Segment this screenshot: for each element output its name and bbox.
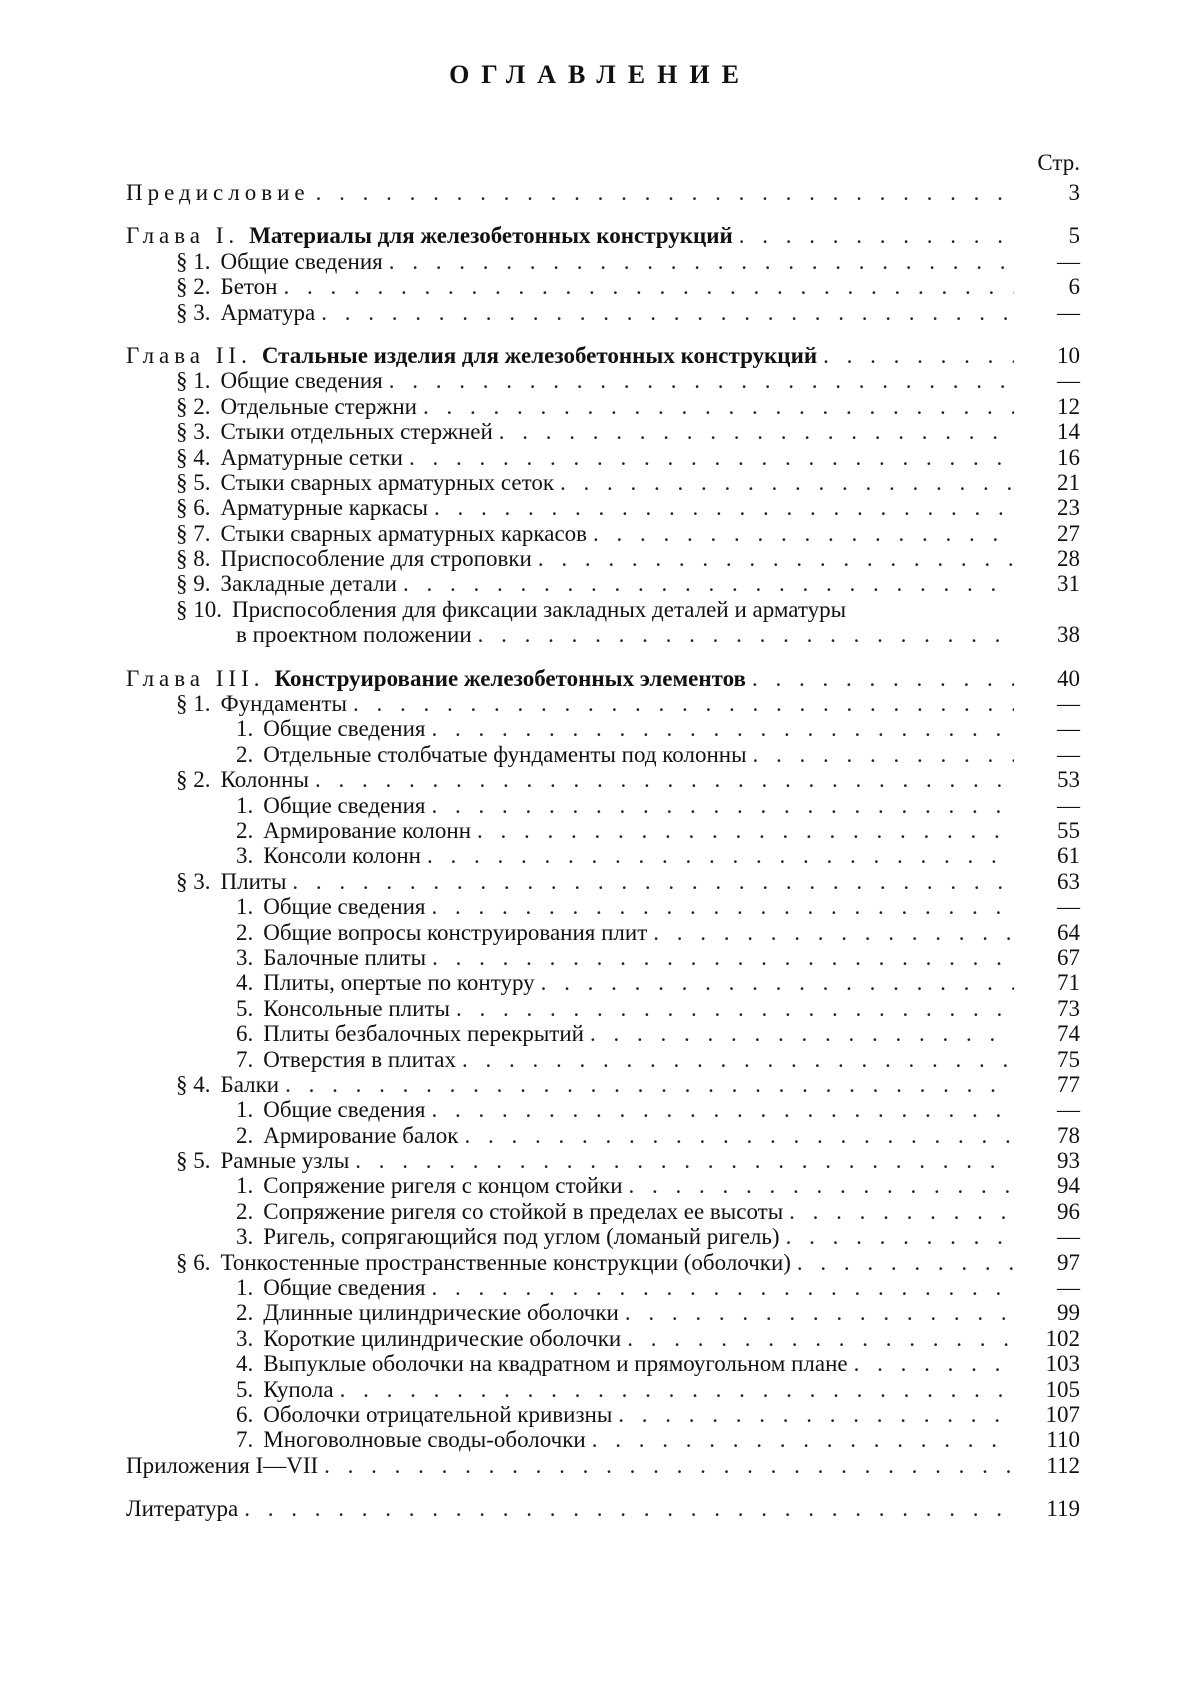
toc-entry-number: 1. xyxy=(236,1097,254,1123)
toc-entry-page: 27 xyxy=(1057,520,1080,546)
dot-leader xyxy=(625,1300,1014,1325)
dot-leader xyxy=(353,691,1014,716)
toc-entry-page: — xyxy=(1057,368,1080,394)
toc-entry[interactable] xyxy=(0,419,1200,444)
dot-leader xyxy=(753,742,1014,767)
toc-entry-title: Стыки отдельных стержней xyxy=(220,419,493,445)
toc-entry-number: § 5. xyxy=(176,1148,211,1174)
toc-entry-number: 1. xyxy=(236,716,254,742)
toc-entry-title: Материалы для железобетонных конструкций xyxy=(249,223,733,249)
toc-entry-page: 64 xyxy=(1057,919,1080,945)
toc-entry-title: Оболочки отрицательной кривизны xyxy=(263,1401,613,1427)
toc-entry-page: 119 xyxy=(1046,1496,1080,1522)
toc-entry[interactable] xyxy=(0,546,1200,571)
toc-entry-title: в проектном положении xyxy=(236,622,472,648)
toc-entry-number: Приложения I—VII xyxy=(126,1452,319,1478)
toc-entry-number: 3. xyxy=(236,843,254,869)
toc-entry[interactable] xyxy=(0,793,1200,818)
toc-entry-title: Фундаменты xyxy=(220,691,347,717)
dot-leader xyxy=(315,767,1014,792)
toc-entry-number: § 1. xyxy=(176,248,211,274)
toc-entry[interactable] xyxy=(0,521,1200,546)
toc-entry-number: 7. xyxy=(236,1046,254,1072)
dot-leader xyxy=(592,1427,1014,1452)
toc-entry-number: Глава III. xyxy=(126,665,265,691)
toc-entry-number: 2. xyxy=(236,919,254,945)
toc-entry-title: Общие вопросы конструирования плит xyxy=(263,919,648,945)
toc-entry-page: 38 xyxy=(1057,622,1080,648)
dot-leader xyxy=(389,368,1014,393)
dot-leader xyxy=(434,495,1014,520)
toc-entry-title: Приспособления для фиксации закладных деталей и арматуры xyxy=(232,596,847,622)
toc-entry-title: Стыки сварных арматурных каркасов xyxy=(220,520,588,546)
toc-entry[interactable] xyxy=(0,1224,1200,1249)
toc-entry-title: Общие сведения xyxy=(263,1097,426,1123)
toc-entry-title: Общие сведения xyxy=(263,792,426,818)
dot-leader xyxy=(321,300,1014,325)
toc-entry-number: § 10. xyxy=(176,596,222,622)
toc-entry-title: Сопряжение ригеля со стойкой в пределах ее высоты xyxy=(263,1198,784,1224)
toc-entry[interactable] xyxy=(0,223,1200,248)
toc-entry-title: Конструирование железобетонных элементов xyxy=(274,665,746,691)
toc-entry-number: § 2. xyxy=(176,767,211,793)
toc-entry[interactable] xyxy=(0,1402,1200,1427)
toc-entry-number: 6. xyxy=(236,1021,254,1047)
toc-entry-number: § 1. xyxy=(176,368,211,394)
dot-leader xyxy=(432,716,1015,741)
dot-leader xyxy=(560,470,1014,495)
toc-entry-page: 10 xyxy=(1057,342,1080,368)
toc-entry-number: § 5. xyxy=(176,469,211,495)
toc-entry-title: Арматурные сетки xyxy=(220,444,403,470)
toc-entry-page: 63 xyxy=(1057,868,1080,894)
dot-leader xyxy=(427,843,1014,868)
toc-entry-title: Общие сведения xyxy=(263,894,426,920)
toc-entry-title: Арматурные каркасы xyxy=(220,495,428,521)
toc-entry-number: § 1. xyxy=(176,691,211,717)
dot-leader xyxy=(786,1224,1014,1249)
toc-entry[interactable] xyxy=(0,996,1200,1021)
toc-entry-page: 23 xyxy=(1057,495,1080,521)
toc-entry-title: Армирование балок xyxy=(263,1122,459,1148)
toc-entry-number: Предисловие xyxy=(126,180,310,205)
toc-entry-page: — xyxy=(1057,691,1080,717)
toc-entry[interactable] xyxy=(0,343,1200,368)
toc-entry-page: 99 xyxy=(1057,1300,1080,1326)
toc-entry[interactable] xyxy=(0,691,1200,716)
toc-entry-title: Ригель, сопрягающийся под углом (ломаный ригель) xyxy=(263,1224,780,1250)
toc-entry-title: Общие сведения xyxy=(220,368,383,394)
toc-entry-page: 93 xyxy=(1057,1148,1080,1174)
toc-entry-page: 105 xyxy=(1045,1376,1080,1402)
toc-entry-number: § 2. xyxy=(176,274,211,300)
page-title: ОГЛАВЛЕНИЕ xyxy=(449,60,751,89)
dot-leader xyxy=(432,1097,1015,1122)
toc-entry-title: Общие сведения xyxy=(263,716,426,742)
toc-entry-number: 1. xyxy=(236,1275,254,1301)
toc-entry-number: Литература xyxy=(126,1496,239,1522)
toc-entry[interactable] xyxy=(0,1351,1200,1376)
dot-leader xyxy=(627,1326,1014,1351)
toc-entry[interactable] xyxy=(0,894,1200,919)
toc-entry[interactable] xyxy=(0,1300,1200,1325)
toc-entry[interactable] xyxy=(0,274,1200,299)
dot-leader xyxy=(285,1072,1014,1097)
toc-entry-page: 6 xyxy=(1068,274,1080,300)
dot-leader xyxy=(629,1173,1014,1198)
toc-entry-title: Рамные узлы xyxy=(220,1148,350,1174)
toc-entry-page: 3 xyxy=(1068,180,1080,205)
toc-entry-number: § 2. xyxy=(176,393,211,419)
toc-entry-number: § 4. xyxy=(176,1071,211,1097)
toc-entry-number: § 6. xyxy=(176,495,211,521)
toc-entry-number: 7. xyxy=(236,1427,254,1453)
toc-entry-number: 1. xyxy=(236,894,254,920)
toc-entry-page: 40 xyxy=(1057,665,1080,691)
toc-entry-page: 102 xyxy=(1045,1325,1080,1351)
dot-leader xyxy=(854,1351,1014,1376)
toc-entry[interactable] xyxy=(0,818,1200,843)
dot-leader xyxy=(752,666,1014,691)
toc-entry-number: 1. xyxy=(236,792,254,818)
toc-entry-page: — xyxy=(1057,716,1080,742)
toc-entry-title: Консольные плиты xyxy=(263,995,450,1021)
dot-leader xyxy=(789,1199,1014,1224)
toc-entry-number: Глава II. xyxy=(126,342,252,368)
toc-entry-title: Отдельные стержни xyxy=(220,393,417,419)
toc-entry-number: § 3. xyxy=(176,299,211,325)
toc-entry-number: 4. xyxy=(236,970,254,996)
dot-leader xyxy=(538,546,1014,571)
toc-entry-number: § 6. xyxy=(176,1249,211,1275)
toc-entry-title: Плиты, опертые по контуру xyxy=(263,970,535,996)
dot-leader xyxy=(355,1148,1014,1173)
toc-entry-number: 2. xyxy=(236,1122,254,1148)
toc-entry-page: 77 xyxy=(1057,1071,1080,1097)
toc-entry[interactable] xyxy=(0,1047,1200,1072)
toc-entry-number: 2. xyxy=(236,1300,254,1326)
toc-entry-page: — xyxy=(1057,792,1080,818)
dot-leader xyxy=(618,1402,1014,1427)
toc-entry-page: — xyxy=(1057,299,1080,325)
dot-leader xyxy=(316,180,1014,205)
dot-leader xyxy=(423,394,1014,419)
toc-entry-number: § 4. xyxy=(176,444,211,470)
toc-entry[interactable] xyxy=(0,843,1200,868)
dot-leader xyxy=(432,1275,1015,1300)
toc-entry-page: 53 xyxy=(1057,767,1080,793)
toc-entry-number: 3. xyxy=(236,944,254,970)
toc-entry[interactable] xyxy=(0,1326,1200,1351)
toc-entry-page: — xyxy=(1057,894,1080,920)
toc-entry[interactable] xyxy=(0,394,1200,419)
toc-entry-page: 55 xyxy=(1057,817,1080,843)
toc-entry-page: 12 xyxy=(1057,393,1080,419)
dot-leader xyxy=(292,869,1014,894)
toc-entry-title: Стыки сварных арматурных сеток xyxy=(220,469,555,495)
toc-entry-title: Закладные детали xyxy=(220,571,397,597)
toc-entry-number: 3. xyxy=(236,1224,254,1250)
toc-entry[interactable] xyxy=(0,571,1200,596)
toc-entry-number: § 8. xyxy=(176,546,211,572)
table-of-contents xyxy=(0,180,1200,1522)
toc-entry-title: Общие сведения xyxy=(220,248,383,274)
toc-entry[interactable] xyxy=(0,716,1200,741)
toc-entry[interactable] xyxy=(0,742,1200,767)
toc-entry-title: Выпуклые оболочки на квадратном и прямоугольном плане xyxy=(263,1351,848,1377)
toc-entry-page: 71 xyxy=(1057,970,1080,996)
toc-entry-title: Арматура xyxy=(220,299,316,325)
dot-leader xyxy=(739,223,1014,248)
toc-entry-number: 3. xyxy=(236,1325,254,1351)
toc-entry-page: 96 xyxy=(1057,1198,1080,1224)
toc-entry-title: Плиты безбалочных перекрытий xyxy=(263,1021,584,1047)
toc-entry-page: 73 xyxy=(1057,995,1080,1021)
toc-entry-page: 103 xyxy=(1045,1351,1080,1377)
toc-entry[interactable] xyxy=(0,920,1200,945)
toc-entry[interactable] xyxy=(0,666,1200,691)
toc-entry-page: 78 xyxy=(1057,1122,1080,1148)
dot-leader xyxy=(340,1377,1014,1402)
toc-entry-page: 21 xyxy=(1057,469,1080,495)
dot-leader xyxy=(797,1250,1014,1275)
dot-leader xyxy=(823,343,1014,368)
toc-entry-number: 2. xyxy=(236,817,254,843)
toc-entry[interactable] xyxy=(0,495,1200,520)
toc-entry[interactable] xyxy=(0,1377,1200,1402)
toc-entry-number: 5. xyxy=(236,995,254,1021)
dot-leader xyxy=(478,622,1014,647)
toc-entry[interactable] xyxy=(0,1199,1200,1224)
dot-leader xyxy=(541,970,1014,995)
dot-leader xyxy=(432,793,1015,818)
toc-entry[interactable] xyxy=(0,1453,1200,1478)
toc-entry[interactable] xyxy=(0,945,1200,970)
dot-leader xyxy=(593,521,1014,546)
toc-entry-title: Отдельные столбчатые фундаменты под колонны xyxy=(263,741,747,767)
toc-entry-page: 61 xyxy=(1057,843,1080,869)
dot-leader xyxy=(283,274,1014,299)
toc-entry-page: 28 xyxy=(1057,546,1080,572)
toc-entry-number: 2. xyxy=(236,1198,254,1224)
toc-entry[interactable] xyxy=(0,445,1200,470)
toc-entry-title: Тонкостенные пространственные конструкции (оболочки) xyxy=(220,1249,791,1275)
toc-entry[interactable] xyxy=(0,1072,1200,1097)
toc-entry[interactable] xyxy=(0,597,1200,622)
toc-entry-number: Глава I. xyxy=(126,223,240,249)
dot-leader xyxy=(409,445,1014,470)
toc-entry-number: § 7. xyxy=(176,520,211,546)
toc-entry-title: Общие сведения xyxy=(263,1275,426,1301)
toc-entry-title: Стальные изделия для железобетонных конструкций xyxy=(261,342,818,368)
toc-entry-page: 14 xyxy=(1057,419,1080,445)
toc-entry[interactable] xyxy=(0,1427,1200,1452)
dot-leader xyxy=(244,1496,1014,1521)
page-column-header: Стр. xyxy=(1037,150,1080,175)
toc-entry-title: Длинные цилиндрические оболочки xyxy=(263,1300,619,1326)
dot-leader xyxy=(324,1453,1014,1478)
toc-entry-page: 107 xyxy=(1045,1401,1080,1427)
toc-entry-page: 112 xyxy=(1046,1452,1080,1478)
toc-entry[interactable] xyxy=(0,767,1200,792)
toc-entry[interactable] xyxy=(0,970,1200,995)
toc-entry-page: — xyxy=(1057,1275,1080,1301)
toc-entry[interactable] xyxy=(0,470,1200,495)
dot-leader xyxy=(456,996,1014,1021)
toc-entry-page: 31 xyxy=(1057,571,1080,597)
toc-entry-number: § 3. xyxy=(176,419,211,445)
toc-entry-title: Колонны xyxy=(220,767,309,793)
dot-leader xyxy=(403,571,1014,596)
toc-entry[interactable] xyxy=(0,249,1200,274)
toc-entry-title: Консоли колонн xyxy=(263,843,421,869)
toc-entry[interactable] xyxy=(0,1250,1200,1275)
toc-entry-page: 94 xyxy=(1057,1173,1080,1199)
toc-entry[interactable] xyxy=(0,1173,1200,1198)
toc-entry[interactable] xyxy=(0,1148,1200,1173)
toc-entry-page: — xyxy=(1057,1224,1080,1250)
toc-entry-number: 6. xyxy=(236,1401,254,1427)
toc-entry[interactable] xyxy=(0,1021,1200,1046)
toc-entry-title: Короткие цилиндрические оболочки xyxy=(263,1325,622,1351)
toc-entry-page: 75 xyxy=(1057,1046,1080,1072)
toc-entry[interactable] xyxy=(0,869,1200,894)
toc-entry-title: Купола xyxy=(263,1376,334,1402)
toc-entry[interactable] xyxy=(0,180,1200,205)
toc-entry-title: Балочные плиты xyxy=(263,944,427,970)
toc-entry-page: — xyxy=(1057,248,1080,274)
dot-leader xyxy=(590,1021,1014,1046)
toc-entry-number: 1. xyxy=(236,1173,254,1199)
dot-leader xyxy=(432,894,1015,919)
toc-entry-number: § 3. xyxy=(176,868,211,894)
toc-entry[interactable] xyxy=(0,300,1200,325)
toc-entry-page: 16 xyxy=(1057,444,1080,470)
toc-entry-number: 4. xyxy=(236,1351,254,1377)
toc-entry[interactable] xyxy=(0,1275,1200,1300)
toc-entry[interactable] xyxy=(0,1496,1200,1521)
toc-entry-number: 2. xyxy=(236,741,254,767)
toc-entry-page: 5 xyxy=(1068,223,1080,249)
toc-entry-title: Сопряжение ригеля с концом стойки xyxy=(263,1173,623,1199)
toc-entry-page: — xyxy=(1057,1097,1080,1123)
dot-leader xyxy=(462,1047,1014,1072)
toc-entry-title: Армирование колонн xyxy=(263,817,472,843)
dot-leader xyxy=(477,818,1014,843)
toc-entry-number: 5. xyxy=(236,1376,254,1402)
toc-entry[interactable] xyxy=(0,368,1200,393)
toc-entry[interactable] xyxy=(0,622,1200,647)
toc-entry-title: Плиты xyxy=(220,868,287,894)
toc-entry-page: — xyxy=(1057,741,1080,767)
toc-entry-page: 110 xyxy=(1046,1427,1080,1453)
toc-entry-title: Балки xyxy=(220,1071,280,1097)
toc-entry-title: Отверстия в плитах xyxy=(263,1046,456,1072)
toc-entry-number: § 9. xyxy=(176,571,211,597)
toc-entry-title: Приспособление для строповки xyxy=(220,546,532,572)
toc-entry-page: 74 xyxy=(1057,1021,1080,1047)
dot-leader xyxy=(432,945,1014,970)
toc-entry-title: Многоволновые своды-оболочки xyxy=(263,1427,586,1453)
dot-leader xyxy=(499,419,1014,444)
dot-leader xyxy=(653,920,1014,945)
dot-leader xyxy=(464,1123,1014,1148)
toc-entry-page: 97 xyxy=(1057,1249,1080,1275)
toc-entry[interactable] xyxy=(0,1097,1200,1122)
toc-entry-title: Бетон xyxy=(220,274,278,300)
toc-entry-page: 67 xyxy=(1057,944,1080,970)
toc-entry[interactable] xyxy=(0,1123,1200,1148)
dot-leader xyxy=(389,249,1014,274)
